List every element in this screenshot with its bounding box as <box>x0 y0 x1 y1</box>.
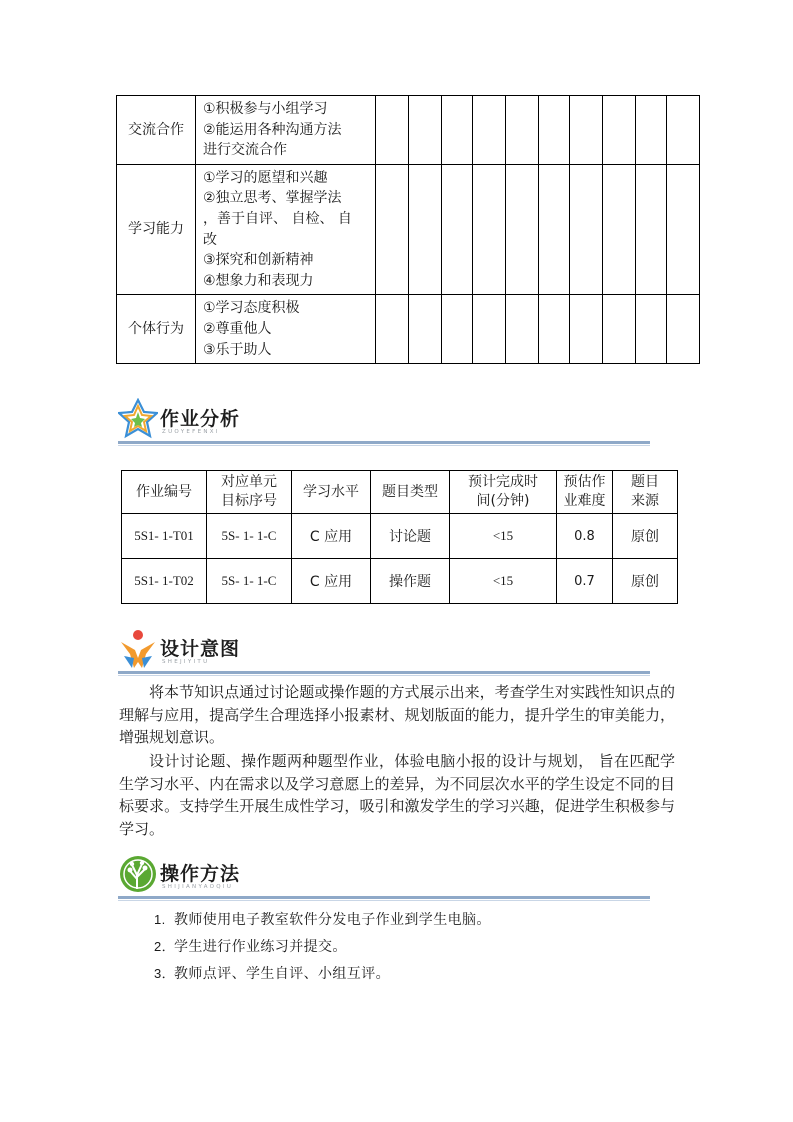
rating-cell <box>570 295 603 364</box>
rating-cell <box>409 295 442 364</box>
step-text: 学生进行作业练习并提交。 <box>174 939 347 955</box>
section-title: 设计意图 <box>160 638 241 660</box>
tree-logo-icon <box>118 853 158 895</box>
evaluation-category: 个体行为 <box>117 295 196 364</box>
cell-level: C 应用 <box>292 559 371 604</box>
rating-cell <box>603 295 636 364</box>
star-logo-icon <box>118 398 158 440</box>
step-item <box>154 909 491 929</box>
rating-cell <box>473 96 506 165</box>
figure-logo-icon <box>118 628 158 672</box>
section-pinyin: SHIJIANYAOQIU <box>162 884 234 890</box>
cell-difficulty: 0.7 <box>557 559 613 604</box>
criteria-line: ①学习的愿望和兴趣 <box>203 169 328 186</box>
cell-source: 原创 <box>613 514 678 559</box>
evaluation-category: 交流合作 <box>117 96 196 165</box>
design-paragraph: 设计讨论题、操作题两种题型作业，体验电脑小报的设计与规划， 旨在匹配学生学习水平、内在需求以及学习意愿上的差异，为不同层次水平的学生设定不同的目标要求。支持学生开展生成性学习，吸引和激发学生的学习兴趣，促进学生积极参与学习。 <box>119 752 675 839</box>
cell-time: <15 <box>450 514 557 559</box>
evaluation-row <box>117 164 700 295</box>
column-header <box>450 471 557 514</box>
column-header-line: 预估作 <box>563 474 606 490</box>
rating-cell <box>376 96 409 165</box>
evaluation-criteria <box>196 96 376 165</box>
column-header-line: 目标序号 <box>221 493 277 509</box>
cell-id: 5S1- 1-T01 <box>122 514 207 559</box>
evaluation-table <box>116 95 700 364</box>
homework-table <box>121 470 678 604</box>
section-title: 操作方法 <box>160 863 241 885</box>
step-number: 1. <box>154 912 166 927</box>
section-divider <box>118 441 650 444</box>
evaluation-row <box>117 295 700 364</box>
evaluation-table-body <box>117 96 700 364</box>
cell-source: 原创 <box>613 559 678 604</box>
cell-target: 5S- 1- 1-C <box>207 514 292 559</box>
rating-cell <box>636 96 667 165</box>
rating-cell <box>667 96 700 165</box>
section-header-method <box>118 853 650 905</box>
cell-difficulty: 0.8 <box>557 514 613 559</box>
cell-type: 讨论题 <box>371 514 450 559</box>
column-header <box>371 471 450 514</box>
section-divider-thin <box>118 445 650 446</box>
criteria-line: ，善于自评、 自检、 自 <box>203 210 352 227</box>
column-header-line: 题目 <box>631 474 659 490</box>
rating-cell <box>506 164 539 295</box>
criteria-line: ①学习态度积极 <box>203 300 300 317</box>
criteria-line: 进行交流合作 <box>203 142 287 159</box>
rating-cell <box>539 295 570 364</box>
column-header-line: 对应单元 <box>221 474 277 490</box>
rating-cell <box>667 295 700 364</box>
evaluation-criteria <box>196 164 376 295</box>
rating-cell <box>473 164 506 295</box>
evaluation-criteria <box>196 295 376 364</box>
criteria-line: ①积极参与小组学习 <box>203 101 328 117</box>
criteria-line: 改 <box>203 231 217 248</box>
step-number: 2． <box>154 939 176 954</box>
criteria-line: ②能运用各种沟通方法 <box>203 121 342 138</box>
rating-cell <box>636 164 667 295</box>
cell-type: 操作题 <box>371 559 450 604</box>
column-header-line: 题目类型 <box>382 483 438 500</box>
rating-cell <box>409 96 442 165</box>
step-text: 教师使用电子教室软件分发电子作业到学生电脑。 <box>174 912 491 928</box>
criteria-line: ②尊重他人 <box>203 320 272 337</box>
section-divider <box>118 671 650 674</box>
rating-cell <box>667 164 700 295</box>
design-paragraph: 将本节知识点通过讨论题或操作题的方式展示出来，考查学生对实践性知识点的理解与应用，提高学生合理选择小报素材、规划版面的能力，提升学生的审美能力，增强规划意识。 <box>119 683 675 747</box>
criteria-line: ③探究和创新精神 <box>203 252 314 269</box>
rating-cell <box>506 96 539 165</box>
homework-row <box>122 514 678 559</box>
section-divider-thin <box>118 675 650 676</box>
cell-id: 5S1- 1-T02 <box>122 559 207 604</box>
homework-row <box>122 559 678 604</box>
rating-cell <box>603 164 636 295</box>
step-item <box>154 963 390 983</box>
column-header-line: 预计完成时 <box>468 474 538 490</box>
rating-cell <box>473 295 506 364</box>
criteria-line: ③乐于助人 <box>203 341 272 358</box>
column-header <box>557 471 613 514</box>
step-item <box>154 936 347 956</box>
criteria-line: ②独立思考、掌握学法 <box>203 190 342 207</box>
section-divider-thin <box>118 900 650 901</box>
homework-table-body <box>122 514 678 604</box>
column-header-line: 来源 <box>631 493 659 509</box>
rating-cell <box>409 164 442 295</box>
rating-cell <box>539 96 570 165</box>
column-header <box>613 471 678 514</box>
criteria-line: ④想象力和表现力 <box>203 272 314 289</box>
column-header-line: 间(分钟) <box>476 493 530 509</box>
rating-cell <box>376 164 409 295</box>
rating-cell <box>570 164 603 295</box>
section-divider <box>118 896 650 899</box>
section-header-analysis <box>118 398 650 450</box>
column-header <box>207 471 292 514</box>
rating-cell <box>603 96 636 165</box>
section-title: 作业分析 <box>160 408 241 430</box>
column-header <box>292 471 371 514</box>
rating-cell <box>570 96 603 165</box>
cell-target: 5S- 1- 1-C <box>207 559 292 604</box>
section-header-design <box>118 628 650 680</box>
rating-cell <box>539 164 570 295</box>
column-header <box>122 471 207 514</box>
column-header-line: 业难度 <box>563 493 606 509</box>
rating-cell <box>442 96 473 165</box>
section-pinyin: ZUOYEFENXI <box>162 429 220 435</box>
homework-table-header-row <box>122 471 678 514</box>
cell-time: <15 <box>450 559 557 604</box>
rating-cell <box>376 295 409 364</box>
column-header-line: 学习水平 <box>303 483 359 500</box>
rating-cell <box>442 295 473 364</box>
evaluation-row <box>117 96 700 165</box>
column-header-line: 作业编号 <box>136 483 192 500</box>
step-number: 3． <box>154 966 176 981</box>
rating-cell <box>636 295 667 364</box>
section-pinyin: SHEJIYITU <box>162 659 210 665</box>
step-text: 教师点评、学生自评、小组互评。 <box>174 966 390 982</box>
evaluation-category: 学习能力 <box>117 164 196 295</box>
rating-cell <box>442 164 473 295</box>
cell-level: C 应用 <box>292 514 371 559</box>
rating-cell <box>506 295 539 364</box>
